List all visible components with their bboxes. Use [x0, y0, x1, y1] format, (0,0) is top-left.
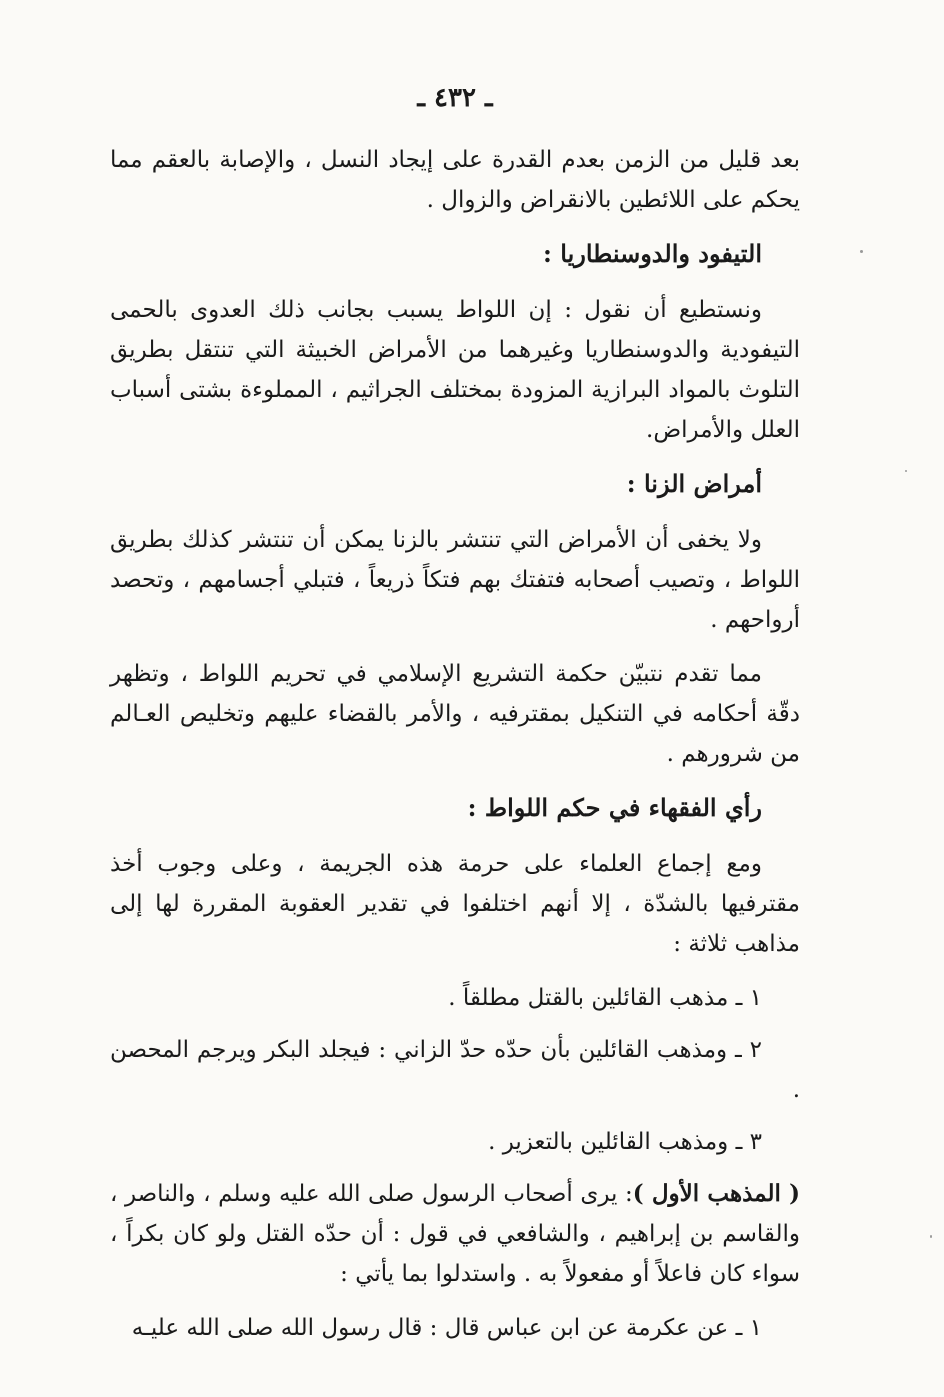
document-page	[110, 78, 800, 1360]
scan-speck	[860, 250, 863, 253]
list-item-1: ١ ـ مذهب القائلين بالقتل مطلقاً .	[448, 985, 762, 1011]
list-item-2: ٢ ـ ومذهب القائلين بأن حدّه حدّ الزاني : فيجلد البكر ويرجم المحصن .	[110, 1037, 800, 1103]
scan-speck	[930, 1235, 932, 1238]
scan-speck	[905, 470, 907, 472]
heading-jurists-opinion: رأي الفقهاء في حكم اللواط :	[467, 793, 762, 822]
paragraph-5: ومع إجماع العلماء على حرمة هذه الجريمة ، وعلى وجوب أخذ مقترفيها بالشدّة ، إلا أنهم اختلفوا في تقدير العقوبة المقررة لها إلى مذاهب ثلاثة :	[110, 851, 800, 957]
paragraph-6-text: : يرى أصحاب الرسول صلى الله عليه وسلم ، والناصر ، والقاسم بن إبراهيم ، والشافعي في قول : أن حدّه القتل ولو كان بكراً ، سواء كان فاعلاً أو مفعولاً به . واستدلوا بما يأتي :	[110, 1181, 800, 1287]
heading-adultery-diseases: أمراض الزنا :	[626, 469, 762, 498]
paragraph-2: ونستطيع أن نقول : إن اللواط يسبب بجانب ذلك العدوى بالحمى التيفودية والدوسنطاريا وغيرهما من الأمراض الخبيثة التي تنتقل بطريق التلوث بالمواد البرازية المزودة بمختلف الجراثيم ، المملوءة بشتى أسباب العلل والأمراض.	[110, 297, 800, 443]
paragraph-6	[110, 1174, 800, 1294]
paragraph-1: بعد قليل من الزمن بعدم القدرة على إيجاد النسل ، والإصابة بالعقم مما يحكم على اللائطين بالانقراض والزوال .	[110, 147, 800, 213]
heading-typhoid-dysentery: التيفود والدوسنطاريا :	[543, 239, 762, 268]
paragraph-4: مما تقدم نتبيّن حكمة التشريع الإسلامي في تحريم اللواط ، وتظهر دقّة أحكامه في التنكيل بمقترفيه ، والأمر بالقضاء عليهم وتخليص العـالم من شرورهم .	[110, 661, 800, 767]
list-item-hadith-1: ١ ـ عن عكرمة عن ابن عباس قال : قال رسول الله صلى الله عليـه	[131, 1315, 762, 1341]
list-item-3: ٣ ـ ومذهب القائلين بالتعزير .	[488, 1129, 762, 1155]
first-school-label: ( المذهب الأول )	[632, 1180, 801, 1207]
paragraph-3: ولا يخفى أن الأمراض التي تنتشر بالزنا يمكن أن تنتشر كذلك بطريق اللواط ، وتصيب أصحابه فتفتك بهم فتكاً ذريعاً ، فتبلي أجسامهم ، وتحصد أرواحهم .	[110, 527, 800, 633]
page-number: ـ ٤٣٢ ـ	[417, 83, 493, 113]
